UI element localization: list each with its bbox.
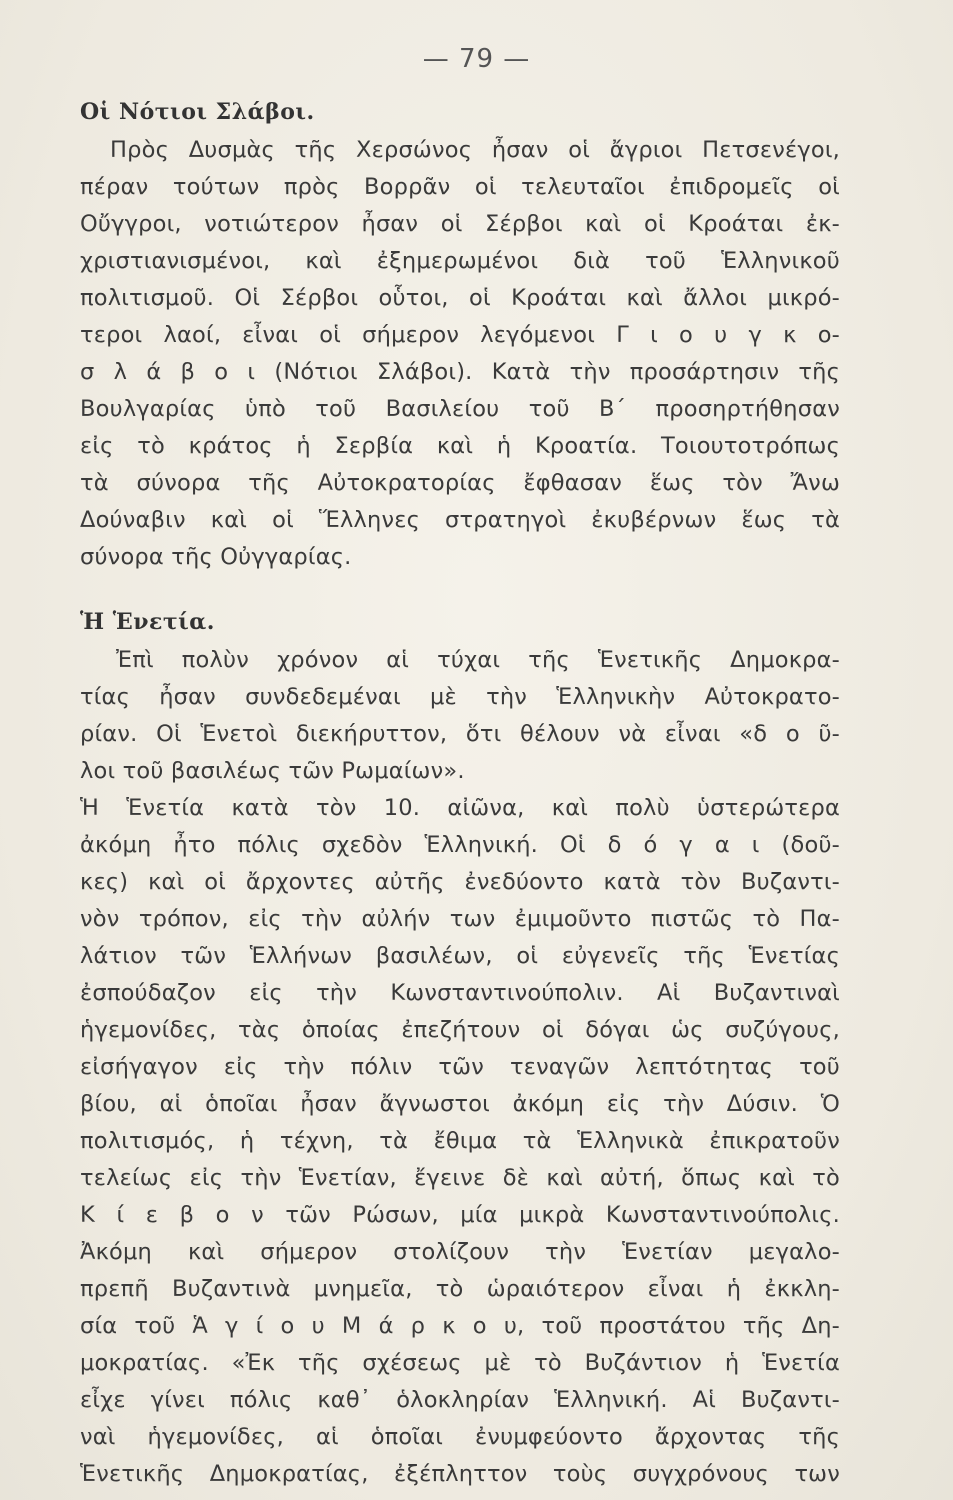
- text-line: εἶχε γίνει πόλις καθ᾽ ὁλοκληρίαν Ἑλληνική. Αἱ Βυζαντι-: [80, 1387, 840, 1413]
- text-line: ρίαν. Οἱ Ἑνετοὶ διεκήρυττον, ὅτι θέλουν νὰ εἶναι «δ ο ῦ-: [80, 721, 840, 747]
- text-line: πολιτισμός, ἡ τέχνη, τὰ ἔθιμα τὰ Ἑλληνικὰ ἐπικρατοῦν: [80, 1128, 840, 1154]
- text-line: Κ ί ε β ο ν τῶν Ρώσων, μία μικρὰ Κωνσταντινούπολις.: [80, 1202, 840, 1228]
- page-content: [80, 92, 840, 1493]
- text-line: βίου, αἱ ὁποῖαι ἦσαν ἄγνωστοι ἀκόμη εἰς τὴν Δύσιν. Ὁ: [80, 1091, 840, 1117]
- text-line: σία τοῦ Ἁ γ ί ο υ Μ ά ρ κ ο υ, τοῦ προστάτου τῆς Δη-: [80, 1313, 840, 1339]
- text-line: Ἀκόμη καὶ σήμερον στολίζουν τὴν Ἑνετίαν μεγαλο-: [80, 1239, 840, 1265]
- section-heading-venice: Ἡ Ἑνετία.: [80, 609, 215, 635]
- text-line: νὸν τρόπον, εἰς τὴν αὐλήν των ἐμιμοῦντο πιστῶς τὸ Πα-: [80, 906, 840, 932]
- text-line: ἀκόμη ἦτο πόλις σχεδὸν Ἑλληνική. Οἱ δ ό γ α ι (δοῦ-: [80, 832, 840, 858]
- text-line: λάτιον τῶν Ἑλλήνων βασιλέων, οἱ εὐγενεῖς τῆς Ἑνετίας: [80, 943, 840, 969]
- text-line: σύνορα τῆς Οὐγγαρίας.: [80, 544, 352, 570]
- text-line: Ἡ Ἑνετία κατὰ τὸν 10. αἰῶνα, καὶ πολὺ ὑστερώτερα: [80, 795, 840, 821]
- text-line: Πρὸς Δυσμὰς τῆς Χερσώνος ἦσαν οἱ ἄγριοι Πετσενέγοι,: [110, 137, 840, 163]
- text-line: τὰ σύνορα τῆς Αὐτοκρατορίας ἔφθασαν ἕως τὸν Ἄνω: [80, 470, 840, 496]
- text-line: εἰς τὸ κράτος ἡ Σερβία καὶ ἡ Κροατία. Τοιουτοτρόπως: [80, 433, 840, 459]
- text-line: πρεπῆ Βυζαντινὰ μνημεῖα, τὸ ὡραιότερον εἶναι ἡ ἐκκλη-: [80, 1276, 840, 1302]
- section-body-south-slavs: [80, 132, 840, 576]
- text-line: σ λ ά β ο ι (Νότιοι Σλάβοι). Κατὰ τὴν προσάρτησιν τῆς: [80, 359, 840, 385]
- text-line: Οὔγγροι, νοτιώτερον ἦσαν οἱ Σέρβοι καὶ οἱ Κροάται ἐκ-: [80, 211, 840, 237]
- text-line: ναὶ ἡγεμονίδες, αἱ ὁποῖαι ἐνυμφεύοντο ἄρχοντας τῆς: [80, 1424, 840, 1450]
- text-line: τεροι λαοί, εἶναι οἱ σήμερον λεγόμενοι Γ ι ο υ γ κ ο-: [80, 322, 840, 348]
- text-line: εἰσήγαγον εἰς τὴν πόλιν τῶν τεναγῶν λεπτότητας τοῦ: [80, 1054, 840, 1080]
- text-line: Δούναβιν καὶ οἱ Ἕλληνες στρατηγοὶ ἐκυβέρνων ἕως τὰ: [80, 507, 840, 533]
- text-line: χριστιανισμένοι, καὶ ἐξημερωμένοι διὰ τοῦ Ἑλληνικοῦ: [80, 248, 840, 274]
- text-line: τελείως εἰς τὴν Ἑνετίαν, ἔγεινε δὲ καὶ αὐτή, ὅπως καὶ τὸ: [80, 1165, 840, 1191]
- page-number: — 79 —: [422, 44, 531, 74]
- text-line: λοι τοῦ βασιλέως τῶν Ρωμαίων».: [80, 758, 465, 784]
- section-heading-south-slavs: Οἱ Νότιοι Σλάβοι.: [80, 99, 315, 125]
- text-line: τίας ἦσαν συνδεδεμέναι μὲ τὴν Ἑλληνικὴν Αὐτοκρατο-: [80, 684, 840, 710]
- text-line: ἡγεμονίδες, τὰς ὁποίας ἐπεζήτουν οἱ δόγαι ὡς συζύγους,: [80, 1017, 840, 1043]
- text-line: κες) καὶ οἱ ἄρχοντες αὐτῆς ἐνεδύοντο κατὰ τὸν Βυζαντι-: [80, 869, 840, 895]
- text-line: Ἑνετικῆς Δημοκρατίας, ἐξέπληττον τοὺς συγχρόνους των: [80, 1461, 840, 1487]
- text-line: Βουλγαρίας ὑπὸ τοῦ Βασιλείου τοῦ Β΄ προσηρτήθησαν: [80, 396, 840, 422]
- text-line: ἐσπούδαζον εἰς τὴν Κωνσταντινούπολιν. Αἱ Βυζαντιναὶ: [80, 980, 840, 1006]
- text-line: μοκρατίας. «Ἐκ τῆς σχέσεως μὲ τὸ Βυζάντιον ἡ Ἑνετία: [80, 1350, 840, 1376]
- section-body-venice: [80, 642, 840, 1493]
- text-line: Ἐπὶ πολὺν χρόνον αἱ τύχαι τῆς Ἑνετικῆς Δημοκρα-: [116, 647, 840, 673]
- text-line: πολιτισμοῦ. Οἱ Σέρβοι οὗτοι, οἱ Κροάται καὶ ἄλλοι μικρό-: [80, 285, 840, 311]
- text-line: πέραν τούτων πρὸς Βορρᾶν οἱ τελευταῖοι ἐπιδρομεῖς οἱ: [80, 174, 840, 200]
